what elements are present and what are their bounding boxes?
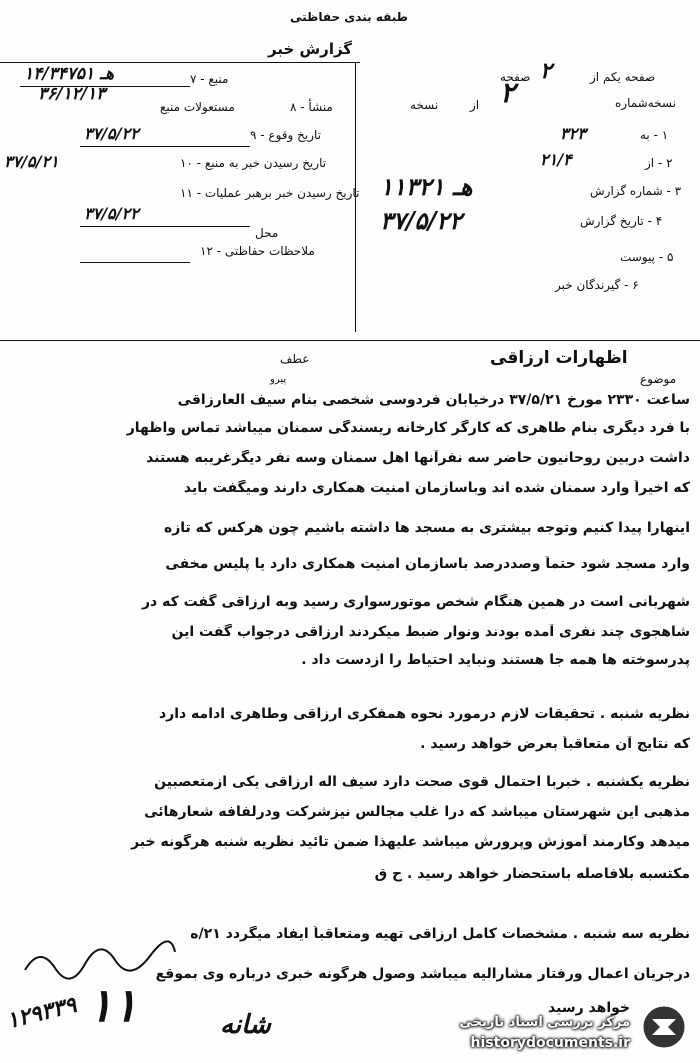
field-6-label: ۶ - گیرندگان خبر — [555, 278, 639, 292]
copy-value: ۲ — [500, 76, 516, 109]
copy-from: از — [470, 98, 480, 112]
watermark-url: historydocuments.ir — [470, 1035, 630, 1051]
field-11-underline — [80, 226, 250, 227]
page-value: ۲ — [540, 58, 552, 84]
reference-sublabel: پیرو — [270, 374, 287, 385]
body-line: میدهد وکارمند آموزش وپرورش میباشد علیهذا ضمن تائید نظریه شنبه هرگونه خبر — [131, 834, 690, 850]
field-3-label: ۳ - شماره گزارش — [590, 184, 682, 198]
body-line: اینهارا پیدا کنیم وتوجه بیشتری به مسجد ها داشته باشیم چون هرکس که تازه — [163, 520, 690, 536]
informant-ratings: مستعولات منبع — [160, 100, 235, 114]
field-11-label: تاریخ رسیدن خبر برهبر عملیات - ۱۱ — [180, 186, 360, 200]
field-9-value: ۳۷/۵/۲۲ — [84, 124, 139, 143]
field-11-value: ۳۷/۵/۲۲ — [84, 204, 139, 223]
archive-logo-icon — [638, 1001, 690, 1053]
handwritten-scribble — [20, 940, 180, 980]
document-title: گزارش خبر — [268, 40, 353, 58]
field-9-label: تاریخ وقوع - ۹ — [250, 128, 322, 142]
classification-label: طبقه بندی حفاظتی — [290, 10, 408, 24]
field-4-value: ۳۷/۵/۲۲ — [380, 206, 462, 235]
field-2-value: ۲۱/۴ — [540, 150, 572, 169]
place-label: محل — [255, 226, 279, 240]
field-5-label: ۵ - پیوست — [620, 250, 674, 264]
watermark-title: مرکز بررسی اسناد تاریخی — [459, 1015, 630, 1030]
top-rule — [0, 62, 360, 63]
field-7-value: ۱۴/۳۴۷۵۱ هـ — [24, 64, 114, 84]
field-8-label: منشأ - ۸ — [290, 100, 333, 114]
field-1-value: ۳۲۳ — [560, 124, 586, 143]
field-9-underline — [80, 146, 250, 147]
field-8-value: ۳۶/۱۲/۱۳ — [38, 84, 106, 104]
body-line: نظریه سه شنبه . مشخصات کامل ارزاقی تهیه ومتعاقباً ایفاد میگردد ۲۱/ه — [190, 926, 690, 942]
copy-word: نسخه — [410, 98, 439, 112]
body-line: شهربانی است در همین هنگام شخص موتورسواری رسید وبه ارزاقی گفت که در — [141, 594, 690, 610]
field-1-label: ۱ - به — [640, 128, 669, 142]
body-line: خواهد رسید — [548, 1000, 630, 1016]
body-line: مکتسبه بلافاصله باستحضار خواهد رسید . ح ق — [374, 866, 690, 882]
body-line: که نتایج آن متعاقباً بعرض خواهد رسید . — [420, 736, 690, 752]
header-divider — [0, 340, 700, 341]
subject-label: موضوع — [640, 372, 677, 386]
body-line: نظریه یکشنبه . خبربا احتمال قوی صحت دارد سیف اله ارزاقی یکی ازمتعصبین — [154, 774, 690, 790]
body-line: داشت دربین روحانیون حاضر سه نفرآنها اهل سمنان وسه نفر دیگرغریبه هستند — [146, 450, 690, 466]
body-line: ساعت ۲۳۳۰ مورخ ۳۷/۵/۲۱ درخیابان فردوسی شخصی بنام سیف العارزاقی — [177, 392, 690, 408]
body-line: که اخیراً وارد سمنان شده اند وباسازمان امنیت همکاری دارند ومیگفت باید — [183, 480, 690, 496]
field-4-label: ۴ - تاریخ گزارش — [580, 214, 663, 228]
field-10-label: تاریخ رسیدن خبر به منبع - ۱۰ — [180, 156, 327, 170]
body-line: درجریان اعمال ورفتار مشارالیه میباشد وصول هرگونه خبری درباره وی بموقع — [155, 966, 690, 982]
body-line: نظریه شنبه . تحقیقات لازم درمورد نحوه همفکری ارزاقی وطاهری ادامه دارد — [158, 706, 690, 722]
margin-mark: ۱۱ — [88, 978, 138, 1032]
reference-label: عطف — [280, 352, 310, 366]
body-line: با فرد دیگری بنام طاهری که کارگر کارخانه ریسندگی سمنان میباشد تماس واظهار — [126, 420, 690, 436]
subject-value: اظهارات ارزاقی — [490, 348, 628, 368]
field-3-value: ۱۱۳۲۱ هـ — [380, 172, 473, 201]
copy-label: نسخه‌شماره — [615, 96, 676, 110]
field-12-label: ملاحظات حفاظتی - ۱۲ — [200, 244, 315, 258]
margin-number: ۱۲۹۳۳۹ — [3, 991, 79, 1035]
field-10-value: ۳۷/۵/۲۱ — [4, 152, 59, 171]
body-line: مذهبی این شهرستان میباشد که درا غلب مجالس نیزشرکت ودرلفافه شعارهائی — [144, 804, 690, 820]
field-7-label: منبع - ۷ — [190, 72, 229, 86]
body-line: پدرسوخته ها همه جا هستند ونباید احتیاط را ازدست داد . — [301, 652, 690, 668]
stamp-word: شانه — [220, 1010, 271, 1040]
field-2-label: ۲ - از — [645, 156, 673, 170]
body-line: شاهجوی چند نفری آمده بودند ونوار ضبط میکردند ارزاقی درجواب گفت این — [171, 624, 690, 640]
field-12-underline — [80, 262, 190, 263]
page-word: صفحه — [500, 70, 531, 84]
page-label: صفحه یکم از — [590, 70, 656, 84]
body-line: وارد مسجد شود حتماً وصددرصد باسازمان امنیت همکاری دارد یا پلیس مخفی — [165, 556, 690, 572]
